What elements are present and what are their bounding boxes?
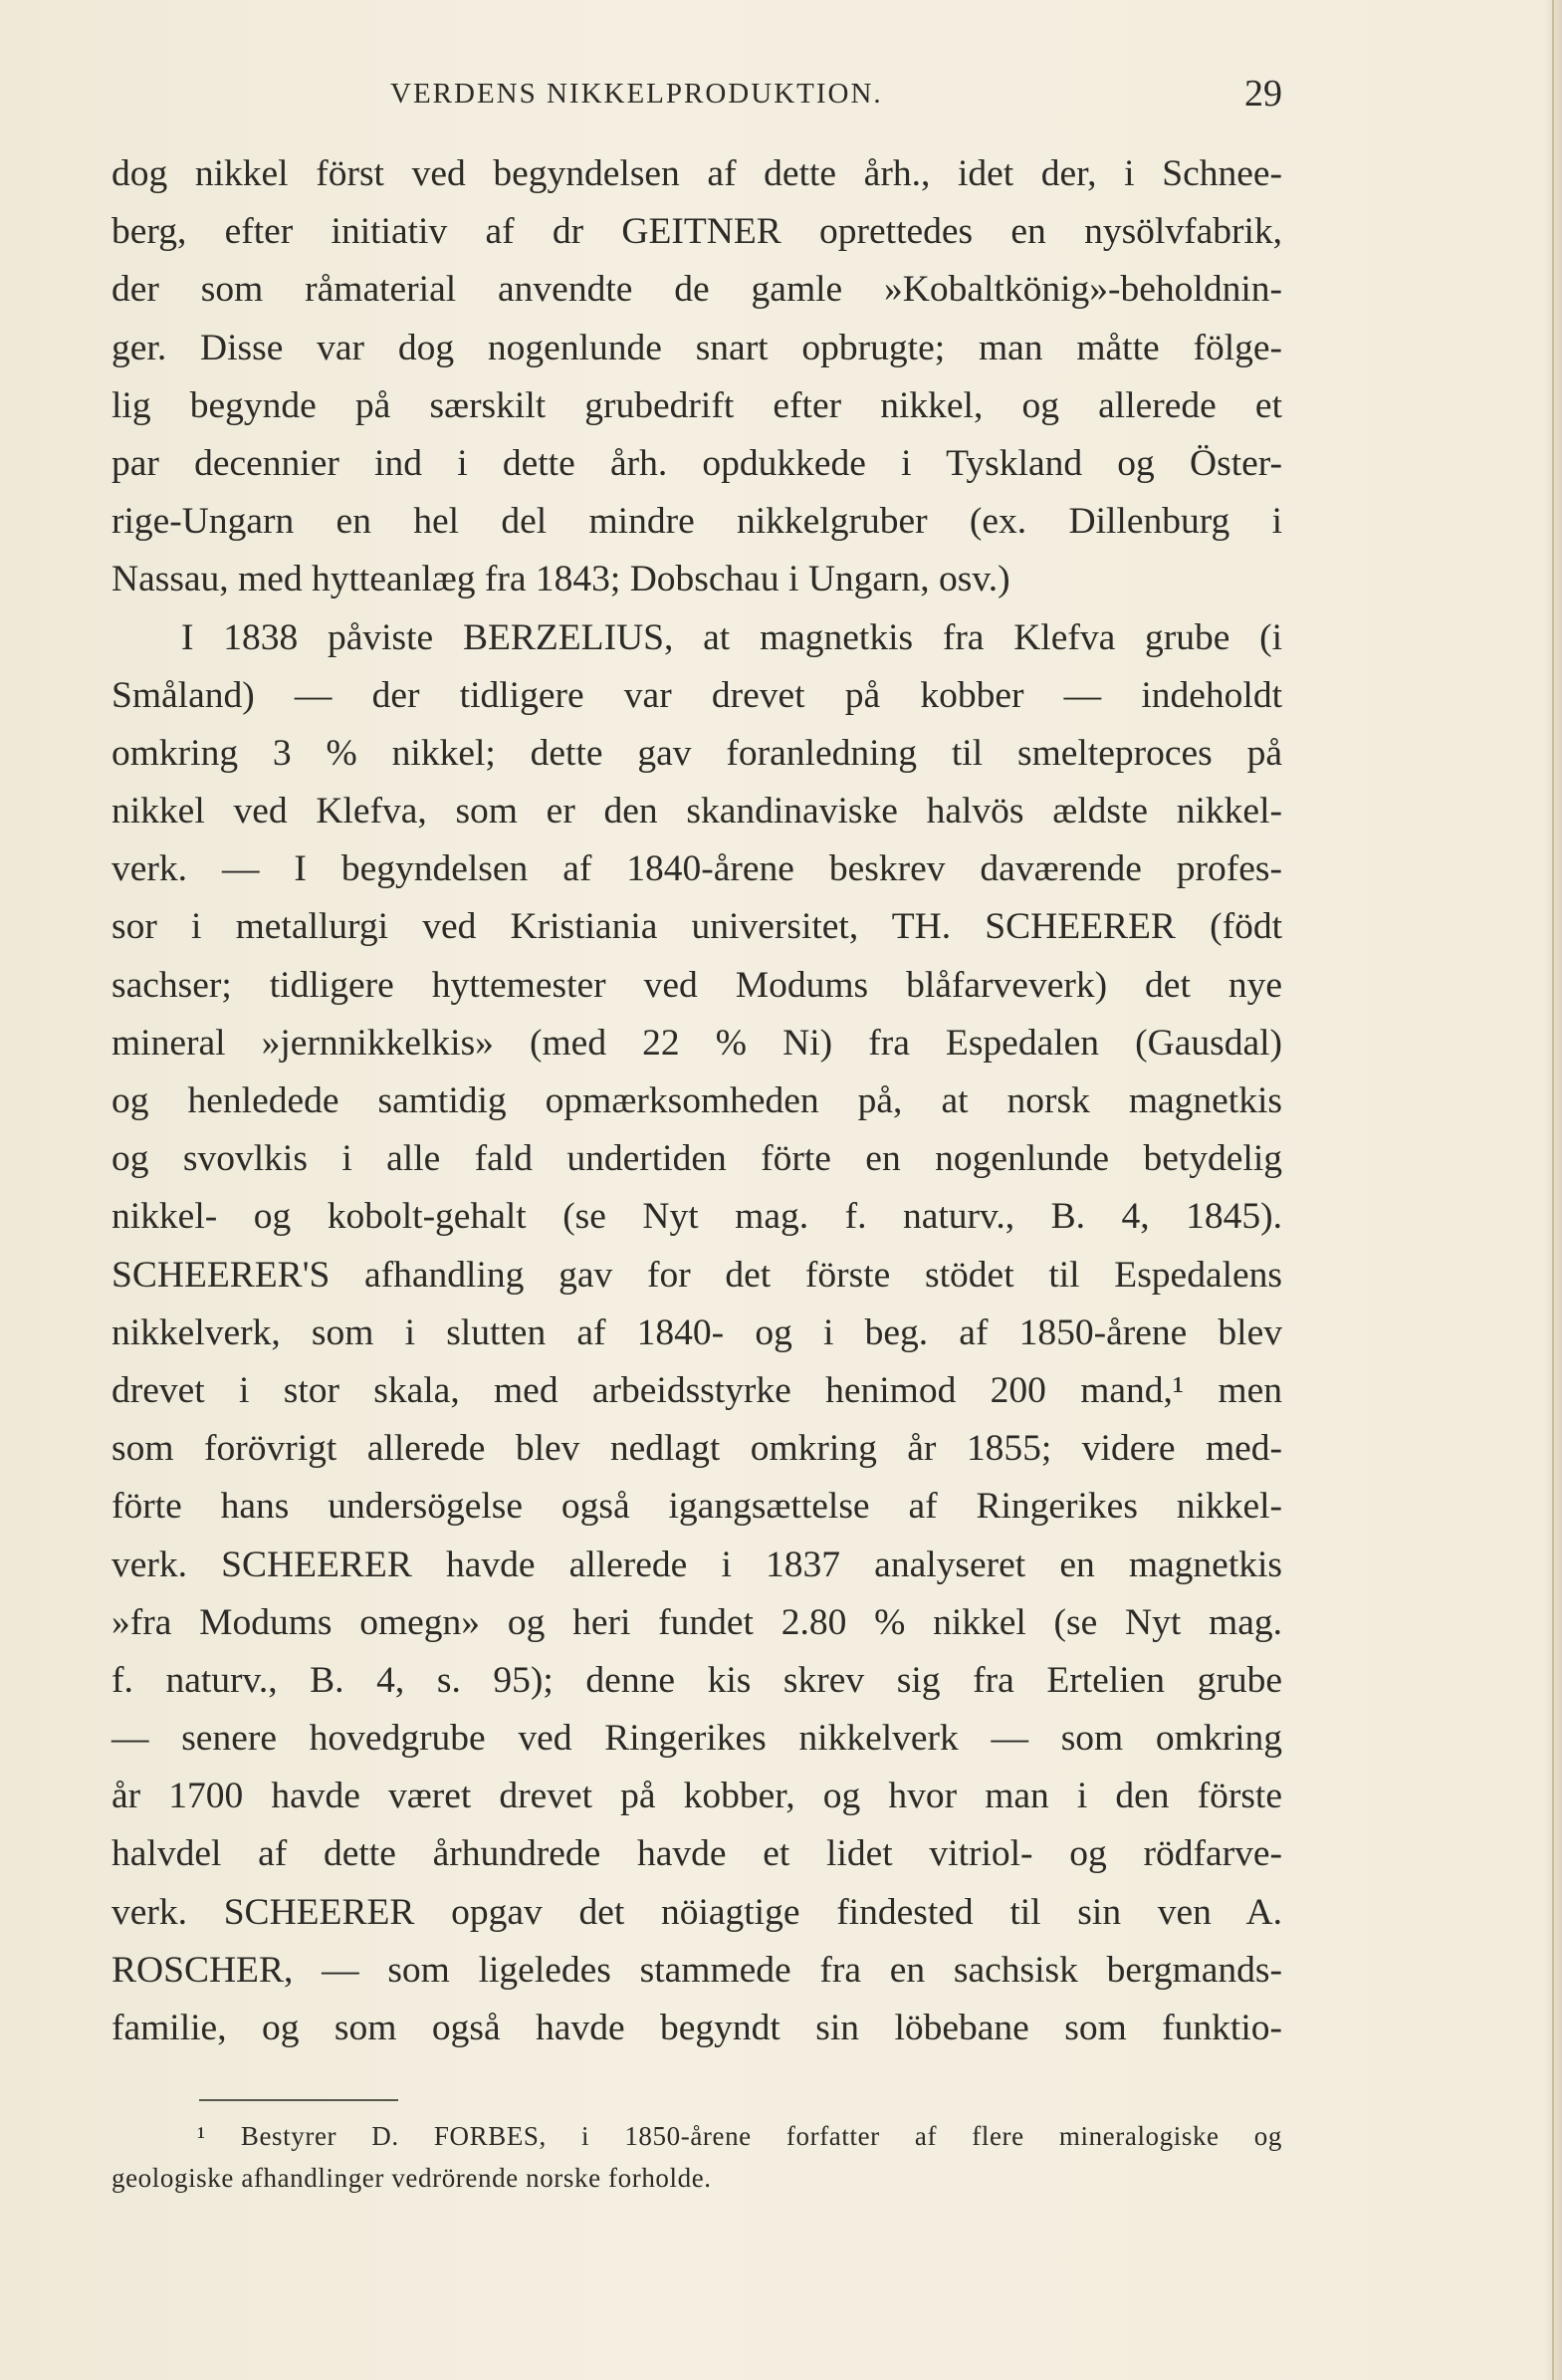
text-line: verk. — I begyndelsen af 1840-årene beskrev daværende profes- [112, 848, 1282, 890]
text-line: nikkel- og kobolt-gehalt (se Nyt mag. f. naturv., B. 4, 1845). [112, 1196, 1282, 1238]
text-line: lig begynde på særskilt grubedrift efter nikkel, og allerede et [112, 384, 1282, 426]
text-line: år 1700 havde været drevet på kobber, og hvor man i den förste [112, 1776, 1282, 1817]
text-line: som forövrigt allerede blev nedlagt omkring år 1855; videre med- [112, 1428, 1282, 1470]
text-line: familie, og som også havde begyndt sin löbebane som funktio- [112, 2008, 1282, 2048]
text-line: I 1838 påviste BERZELIUS, at magnetkis fra Klefva grube (i [181, 616, 1282, 658]
footnote-line: geologiske afhandlinger vedrörende norske forholde. [112, 2163, 712, 2193]
text-line: omkring 3 % nikkel; dette gav foranledning til smelteproces på [112, 732, 1282, 774]
footnote-rule [199, 2099, 398, 2101]
text-line: halvdel af dette århundrede havde et lidet vitriol- og rödfarve- [112, 1833, 1282, 1875]
text-line: — senere hovedgrube ved Ringerikes nikkelverk — som omkring [112, 1718, 1282, 1760]
text-line: sor i metallurgi ved Kristiania universitet, TH. SCHEERER (födt [112, 906, 1282, 948]
text-line: nikkelverk, som i slutten af 1840- og i beg. af 1850-årene blev [112, 1311, 1282, 1353]
text-line: berg, efter initiativ af dr GEITNER oprettedes en nysölvfabrik, [112, 211, 1282, 253]
running-head-title: VERDENS NIKKELPRODUKTION. [390, 78, 883, 110]
text-line: og svovlkis i alle fald undertiden förte en nogenlunde betydelig [112, 1138, 1282, 1180]
text-line: ger. Disse var dog nogenlunde snart opbrugte; man måtte fölge- [112, 327, 1282, 368]
text-line: par decennier ind i dette årh. opdukkede i Tyskland og Öster- [112, 442, 1282, 484]
text-line: drevet i stor skala, med arbeidsstyrke henimod 200 mand,¹ men [112, 1369, 1282, 1411]
text-line: »fra Modums omegn» og heri fundet 2.80 % nikkel (se Nyt mag. [112, 1601, 1282, 1643]
text-line: og henledede samtidig opmærksomheden på, at norsk magnetkis [112, 1080, 1282, 1121]
footnote-line: ¹ Bestyrer D. FORBES, i 1850-årene forfatter af flere mineralogiske og [197, 2121, 1282, 2151]
body-text [112, 145, 1282, 2057]
running-head [112, 72, 1282, 121]
text-line: f. naturv., B. 4, s. 95); denne kis skrev sig fra Ertelien grube [112, 1659, 1282, 1701]
text-line: sachser; tidligere hyttemester ved Modums blåfarveverk) det nye [112, 964, 1282, 1006]
text-line: ROSCHER, — som ligeledes stammede fra en sachsisk bergmands- [112, 1949, 1282, 1991]
page-edge-line [1552, 0, 1554, 2380]
text-line: rige-Ungarn en hel del mindre nikkelgruber (ex. Dillenburg i [112, 501, 1282, 543]
text-line: nikkel ved Klefva, som er den skandinaviske halvös ældste nikkel- [112, 791, 1282, 833]
footnotes [112, 2115, 1282, 2199]
text-line: Småland) — der tidligere var drevet på kobber — indeholdt [112, 674, 1282, 716]
text-line: verk. SCHEERER havde allerede i 1837 analyseret en magnetkis [112, 1544, 1282, 1585]
text-line: Nassau, med hytteanlæg fra 1843; Dobschau i Ungarn, osv.) [112, 559, 1010, 600]
text-line: dog nikkel först ved begyndelsen af dette årh., idet der, i Schnee- [112, 153, 1282, 194]
text-line: mineral »jernnikkelkis» (med 22 % Ni) fra Espedalen (Gausdal) [112, 1022, 1282, 1064]
text-line: SCHEERER'S afhandling gav for det förste stödet til Espedalens [112, 1254, 1282, 1296]
text-line: verk. SCHEERER opgav det nöiagtige findested til sin ven A. [112, 1891, 1282, 1933]
text-line: förte hans undersögelse også igangsættelse af Ringerikes nikkel- [112, 1486, 1282, 1528]
page-number: 29 [1244, 73, 1282, 115]
text-line: der som råmaterial anvendte de gamle »Kobaltkönig»-beholdnin- [112, 269, 1282, 311]
